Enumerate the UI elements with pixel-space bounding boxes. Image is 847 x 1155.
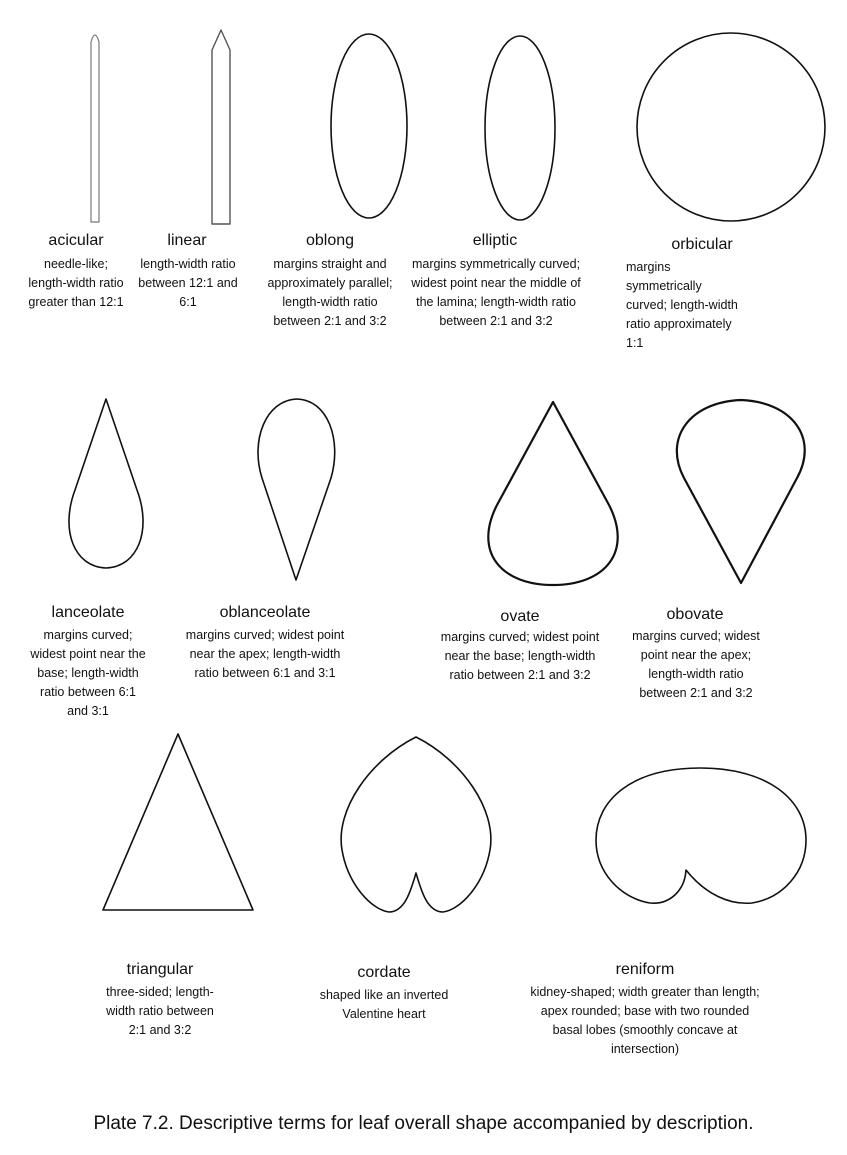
term-oblanceolate: oblanceolate: [219, 604, 311, 621]
term-cordate: cordate: [357, 964, 411, 981]
term-elliptic: elliptic: [472, 232, 518, 249]
term-reniform: reniform: [615, 961, 675, 978]
term-triangular: triangular: [126, 961, 194, 978]
desc-triangular: three-sided; length- width ratio between 2:1 and 3:2: [106, 985, 214, 1037]
ovate-shape: [488, 402, 617, 585]
oblong-shape: [331, 34, 407, 218]
desc-reniform: kidney-shaped; width greater than length; apex rounded; base with two rounded basal lobes (smoothly concave at intersection): [530, 985, 760, 1056]
cordate-shape: [341, 737, 491, 912]
term-linear: linear: [167, 232, 207, 249]
desc-oblong: margins straight and approximately parallel; length-width ratio between 2:1 and 3:2: [267, 257, 393, 328]
lanceolate-shape: [69, 399, 143, 568]
desc-ovate: margins curved; widest point near the base; length-width ratio between 2:1 and 3:2: [440, 630, 600, 682]
desc-linear: length-width ratio between 12:1 and 6:1: [138, 257, 238, 309]
elliptic-shape: [485, 36, 555, 220]
desc-acicular: needle-like; length-width ratio greater than 12:1: [28, 257, 124, 309]
term-obovate: obovate: [666, 606, 724, 623]
acicular-shape: [91, 35, 99, 222]
desc-orbicular: margins symmetrically curved; length-width ratio approximately 1:1: [626, 260, 738, 350]
oblanceolate-shape: [258, 399, 335, 580]
obovate-shape: [677, 400, 805, 583]
desc-lanceolate: margins curved; widest point near the base; length-width ratio between 6:1 and 3:1: [30, 628, 146, 718]
desc-oblanceolate: margins curved; widest point near the apex; length-width ratio between 6:1 and 3:1: [185, 628, 345, 680]
term-acicular: acicular: [48, 232, 104, 249]
desc-cordate: shaped like an inverted Valentine heart: [319, 988, 449, 1021]
orbicular-shape: [637, 33, 825, 221]
term-ovate: ovate: [500, 608, 540, 625]
desc-obovate: margins curved; widest point near the apex; length-width ratio between 2:1 and 3:2: [632, 629, 760, 700]
term-orbicular: orbicular: [671, 236, 733, 253]
desc-elliptic: margins symmetrically curved; widest point near the middle of the lamina; length-width ratio between 2:1 and 3:2: [411, 257, 581, 328]
triangular-shape: [103, 734, 253, 910]
figure-caption: Plate 7.2. Descriptive terms for leaf overall shape accompanied by description.: [93, 1113, 754, 1134]
term-oblong: oblong: [305, 232, 355, 249]
linear-shape: [212, 30, 230, 224]
term-lanceolate: lanceolate: [51, 604, 125, 621]
reniform-shape: [596, 768, 806, 903]
